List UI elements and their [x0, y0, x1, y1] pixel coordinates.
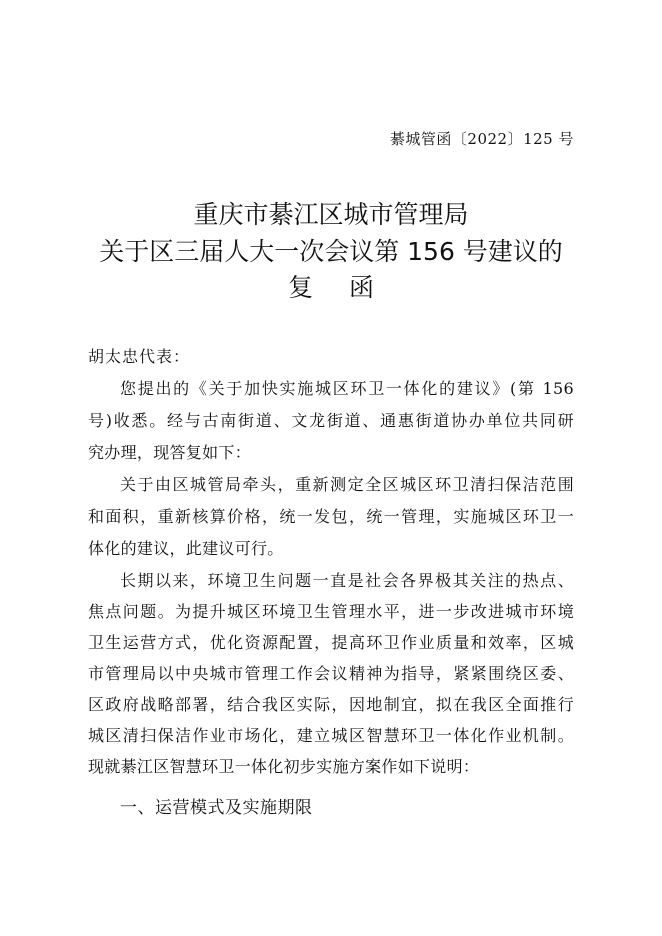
title-line-1: 重庆市綦江区城市管理局 [193, 200, 469, 229]
section-heading-1: 一、运营模式及实施期限 [120, 798, 313, 818]
paragraph-2-line-3: 体化的建议，此建议可行。 [88, 539, 284, 558]
paragraph-1-line-2: 号)收悉。经与古南街道、文龙街道、通惠街道协办单位共同研 [88, 411, 574, 430]
paragraph-3-line-3: 卫生运营方式，优化资源配置，提高环卫作业质量和效率，区城 [88, 633, 574, 652]
paragraph-3-line-5: 区政府战略部署，结合我区实际，因地制宜，拟在我区全面推行 [88, 695, 574, 714]
paragraph-3-line-1: 长期以来，环境卫生问题一直是社会各界极其关注的热点、 [120, 571, 574, 590]
paragraph-3-line-7: 现就綦江区智慧环卫一体化初步实施方案作如下说明： [88, 757, 480, 776]
paragraph-2-line-2: 和面积，重新核算价格，统一发包，统一管理，实施城区环卫一 [88, 507, 574, 526]
title-line-3: 复 函 [288, 273, 388, 302]
salutation: 胡太忠代表： [88, 347, 191, 366]
title-line-2: 关于区三届人大一次会议第 156 号建议的 [99, 237, 563, 266]
paragraph-3-line-4: 市管理局以中央城市管理工作会议精神为指导，紧紧围绕区委、 [88, 664, 574, 683]
paragraph-3-line-6: 城区清扫保洁作业市场化，建立城区智慧环卫一体化作业机制。 [88, 726, 574, 745]
paragraph-1-line-3: 究办理，现答复如下： [88, 443, 252, 462]
paragraph-1-line-1: 您提出的《关于加快实施城区环卫一体化的建议》(第 156 [120, 379, 574, 398]
paragraph-2-line-1: 关于由区城管局牵头，重新测定全区城区环卫清扫保洁范围 [120, 475, 574, 494]
paragraph-3-line-2: 焦点问题。为提升城区环境卫生管理水平，进一步改进城市环境 [88, 602, 574, 621]
document-number: 綦城管函〔2022〕125 号 [389, 130, 574, 148]
